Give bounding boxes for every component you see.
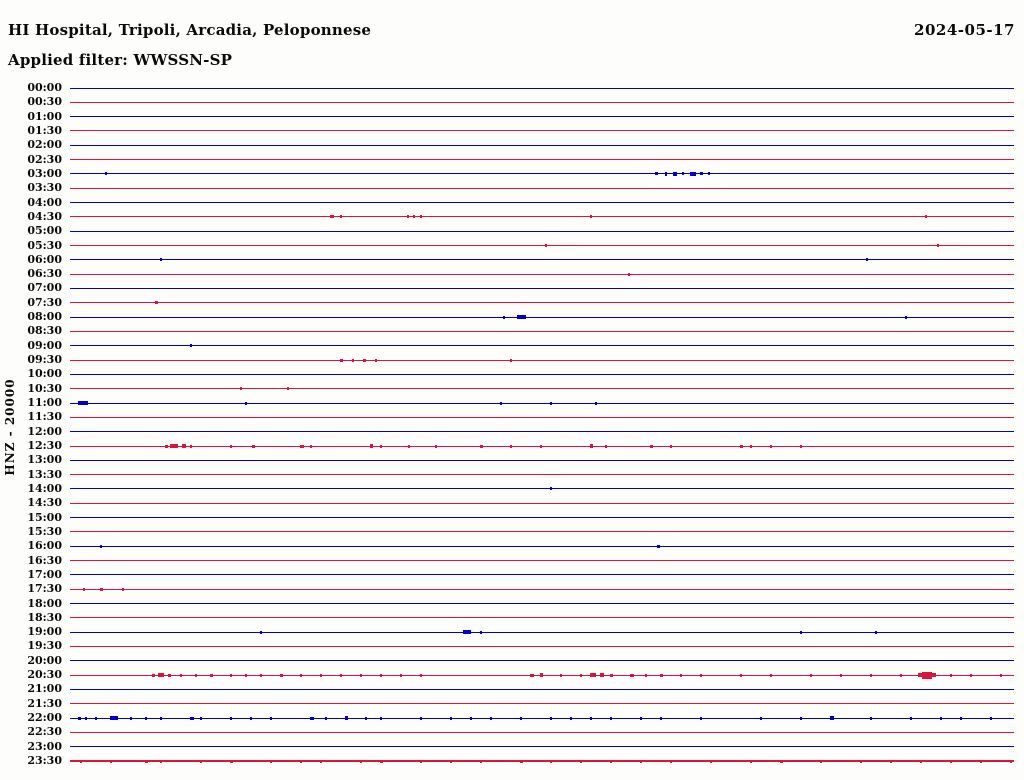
seismogram-trace [70, 173, 1014, 174]
seismogram-trace [70, 317, 1014, 318]
seismogram-trace [70, 302, 1014, 303]
time-label: 15:30 [27, 524, 62, 538]
seismic-event-spike [740, 674, 742, 677]
seismic-event-spike [145, 717, 147, 720]
seismic-event-spike [165, 445, 168, 448]
seismic-event-spike [260, 631, 262, 634]
seismogram-trace [70, 446, 1014, 447]
seismic-event-spike [870, 717, 872, 720]
seismic-event-spike [152, 674, 155, 677]
seismic-event-spike [240, 387, 242, 390]
time-label: 04:00 [27, 195, 62, 209]
seismic-event-spike [610, 674, 613, 677]
time-label: 12:30 [27, 439, 62, 452]
seismogram-trace [70, 88, 1014, 89]
seismic-event-spike [80, 760, 82, 763]
seismogram-trace [70, 617, 1014, 618]
seismic-event-spike [900, 674, 902, 677]
seismogram-trace [70, 216, 1014, 217]
seismic-event-spike [83, 588, 85, 591]
time-label: 17:30 [27, 582, 62, 596]
seismic-event-spike [628, 273, 630, 276]
seismic-event-spike [252, 445, 255, 448]
seismic-event-spike [320, 760, 322, 763]
seismic-event-spike [380, 760, 383, 763]
time-label: 03:00 [27, 166, 62, 180]
seismogram-trace [70, 274, 1014, 275]
seismic-event-spike [260, 674, 262, 677]
seismic-event-spike [450, 717, 452, 720]
time-label: 05:00 [27, 224, 62, 238]
seismic-event-spike [450, 760, 452, 763]
seismic-event-spike [100, 545, 102, 548]
seismic-event-spike [1010, 760, 1012, 763]
seismic-event-spike [380, 717, 382, 720]
time-label: 11:30 [27, 410, 62, 424]
seismic-event-spike [517, 315, 526, 319]
seismic-event-spike [352, 359, 354, 362]
seismic-event-spike [660, 717, 662, 720]
seismogram-trace [70, 746, 1014, 747]
seismic-event-spike [922, 672, 932, 679]
applied-filter-label: Applied filter: WWSSN-SP [8, 51, 233, 69]
seismic-event-spike [200, 760, 202, 763]
seismic-event-spike [320, 674, 322, 677]
seismogram-trace [70, 202, 1014, 203]
seismic-event-spike [300, 760, 302, 763]
seismic-event-spike [910, 717, 912, 720]
seismic-event-spike [380, 674, 382, 677]
seismic-event-spike [230, 760, 233, 763]
time-label: 07:30 [27, 295, 62, 309]
seismic-event-spike [670, 760, 672, 763]
seismogram-trace [70, 417, 1014, 418]
seismic-event-spike [830, 716, 834, 720]
seismic-event-spike [325, 717, 327, 720]
seismic-event-spike [640, 717, 642, 720]
seismogram-trace [70, 574, 1014, 575]
seismogram-trace [70, 703, 1014, 704]
time-label: 17:00 [27, 567, 62, 581]
seismic-event-spike [580, 674, 582, 677]
seismic-event-spike [657, 545, 660, 548]
seismic-event-spike [520, 717, 522, 720]
seismic-event-spike [590, 673, 596, 677]
seismogram-trace [70, 675, 1014, 676]
seismic-event-spike [110, 760, 112, 763]
time-label: 10:00 [27, 367, 62, 381]
seismic-event-spike [680, 674, 682, 677]
seismic-event-spike [550, 760, 552, 763]
seismic-event-spike [760, 717, 762, 720]
seismic-event-spike [95, 717, 97, 720]
seismic-event-spike [182, 444, 186, 448]
seismic-event-spike [590, 444, 593, 448]
seismic-event-spike [708, 172, 710, 175]
seismogram-trace [70, 732, 1014, 733]
seismic-event-spike [630, 674, 634, 677]
seismic-event-spike [340, 359, 343, 362]
seismogram-trace [70, 560, 1014, 561]
seismogram-trace [70, 345, 1014, 346]
time-label: 06:30 [27, 267, 62, 281]
seismic-event-spike [540, 445, 542, 448]
time-label: 09:00 [27, 338, 62, 352]
time-label: 08:30 [27, 324, 62, 338]
seismic-event-spike [300, 674, 302, 677]
seismogram-trace [70, 646, 1014, 647]
seismic-event-spike [195, 674, 197, 677]
seismic-event-spike [380, 445, 382, 448]
seismic-event-spike [645, 674, 647, 677]
seismic-event-spike [85, 717, 87, 720]
seismic-event-spike [168, 674, 171, 677]
seismic-event-spike [770, 445, 772, 448]
seismic-event-spike [650, 445, 653, 448]
time-label: 06:00 [27, 252, 62, 266]
seismic-event-spike [360, 674, 362, 677]
seismic-event-spike [365, 717, 367, 720]
seismic-event-spike [700, 717, 702, 720]
time-label: 19:00 [27, 625, 62, 639]
seismic-event-spike [230, 717, 232, 720]
seismic-event-spike [590, 717, 592, 720]
seismic-event-spike [463, 630, 471, 634]
time-label: 16:30 [27, 553, 62, 567]
seismic-event-spike [413, 215, 415, 218]
seismic-event-spike [970, 674, 972, 677]
seismic-event-spike [345, 716, 348, 720]
seismic-event-spike [550, 487, 552, 490]
time-label: 14:00 [27, 481, 62, 495]
seismogram-trace [70, 388, 1014, 389]
seismic-event-spike [980, 760, 982, 763]
seismic-event-spike [700, 674, 702, 677]
seismic-event-spike [300, 445, 304, 448]
seismic-event-spike [540, 673, 543, 677]
seismic-event-spike [340, 215, 342, 218]
seismic-event-spike [750, 445, 752, 448]
seismic-event-spike [570, 717, 572, 720]
seismic-event-spike [800, 445, 802, 448]
seismic-event-spike [480, 760, 482, 763]
seismic-event-spike [363, 359, 366, 362]
time-label: 18:30 [27, 610, 62, 624]
seismic-event-spike [510, 445, 512, 448]
seismic-event-spike [287, 387, 289, 390]
seismic-event-spike [420, 674, 422, 677]
seismic-event-spike [810, 674, 812, 677]
time-label: 09:30 [27, 353, 62, 367]
seismogram-trace [70, 503, 1014, 504]
seismogram-trace [70, 130, 1014, 131]
seismic-event-spike [655, 172, 658, 175]
seismic-event-spike [875, 631, 877, 634]
seismogram-trace [70, 546, 1014, 547]
time-label: 04:30 [27, 209, 62, 223]
seismic-event-spike [940, 717, 942, 720]
seismic-event-spike [270, 717, 272, 720]
time-label: 20:00 [27, 653, 62, 667]
seismic-event-spike [408, 445, 410, 448]
time-label: 14:30 [27, 496, 62, 510]
seismogram-trace [70, 531, 1014, 532]
seismic-event-spike [690, 172, 696, 176]
time-label: 13:00 [27, 453, 62, 467]
time-label: 05:30 [27, 238, 62, 252]
seismic-event-spike [840, 674, 842, 677]
time-label: 07:00 [27, 281, 62, 295]
seismogram-trace [70, 159, 1014, 160]
seismogram-trace [70, 145, 1014, 146]
time-label: 00:30 [27, 95, 62, 109]
seismic-event-spike [580, 760, 582, 763]
seismic-event-spike [710, 760, 712, 763]
seismic-event-spike [190, 344, 192, 347]
seismic-event-spike [1000, 674, 1002, 677]
time-label: 11:00 [27, 396, 62, 410]
seismic-event-spike [890, 760, 892, 763]
seismic-event-spike [122, 588, 124, 591]
seismic-event-spike [905, 316, 907, 319]
seismic-event-spike [950, 760, 952, 763]
seismogram-trace [70, 488, 1014, 489]
time-label: 19:30 [27, 639, 62, 653]
seismic-event-spike [870, 674, 872, 677]
seismic-event-spike [160, 717, 162, 720]
seismogram-trace [70, 460, 1014, 461]
seismic-event-spike [820, 760, 822, 763]
seismic-event-spike [78, 717, 81, 720]
seismic-event-spike [370, 444, 373, 448]
time-label: 18:00 [27, 596, 62, 610]
seismic-event-spike [550, 402, 552, 405]
seismogram-trace [70, 188, 1014, 189]
seismic-event-spike [480, 445, 483, 448]
seismogram-trace [70, 760, 1014, 762]
seismogram-trace [70, 689, 1014, 690]
time-label: 21:30 [27, 696, 62, 710]
seismogram-trace [70, 589, 1014, 590]
seismic-event-spike [420, 215, 422, 218]
seismic-event-spike [660, 674, 663, 677]
seismogram-trace [70, 245, 1014, 246]
seismic-event-spike [420, 760, 422, 763]
seismic-event-spike [520, 760, 523, 763]
seismic-event-spike [145, 760, 148, 763]
seismic-event-spike [280, 674, 283, 677]
time-label: 00:00 [27, 81, 62, 94]
time-label: 08:00 [27, 310, 62, 324]
seismic-event-spike [780, 760, 783, 763]
seismic-event-spike [670, 445, 672, 448]
time-label: 15:00 [27, 510, 62, 524]
time-label: 03:30 [27, 181, 62, 195]
seismic-event-spike [210, 674, 213, 677]
seismogram-trace [70, 517, 1014, 518]
seismic-event-spike [550, 717, 552, 720]
seismic-event-spike [100, 588, 103, 591]
plot-date: 2024-05-17 [914, 21, 1015, 39]
seismic-event-spike [800, 717, 802, 720]
seismic-event-spike [700, 172, 703, 175]
seismic-event-spike [360, 760, 362, 763]
seismic-event-spike [860, 760, 862, 763]
seismogram-trace [70, 231, 1014, 232]
seismic-event-spike [470, 717, 472, 720]
seismic-event-spike [750, 760, 752, 763]
seismic-event-spike [190, 445, 192, 448]
seismic-event-spike [673, 172, 677, 176]
seismic-event-spike [310, 445, 312, 448]
seismic-event-spike [590, 215, 592, 218]
seismic-event-spike [250, 717, 252, 720]
time-label: 01:00 [27, 109, 62, 123]
seismic-event-spike [110, 716, 118, 720]
seismic-event-spike [130, 717, 132, 720]
time-label: 01:30 [27, 123, 62, 137]
channel-scale-label: HNZ - 20000 [3, 378, 17, 476]
seismic-event-spike [610, 717, 612, 720]
seismic-event-spike [937, 244, 939, 247]
seismic-event-spike [932, 673, 936, 677]
time-label: 12:00 [27, 424, 62, 438]
seismic-event-spike [200, 717, 202, 720]
seismic-event-spike [640, 760, 642, 763]
seismic-event-spike [920, 760, 922, 763]
seismic-event-spike [180, 674, 182, 677]
seismogram-trace [70, 403, 1014, 404]
seismic-event-spike [500, 402, 502, 405]
time-label: 22:00 [27, 711, 62, 725]
seismogram-trace [70, 331, 1014, 332]
seismic-event-spike [310, 717, 314, 720]
seismic-event-spike [340, 674, 342, 677]
time-label: 02:30 [27, 152, 62, 166]
seismic-event-spike [435, 445, 437, 448]
seismogram-trace [70, 431, 1014, 432]
seismic-event-spike [770, 674, 772, 677]
seismic-event-spike [740, 445, 743, 448]
time-label: 22:30 [27, 725, 62, 739]
seismic-event-spike [158, 673, 164, 677]
seismogram-trace [70, 603, 1014, 604]
time-label: 23:00 [27, 739, 62, 753]
station-title: HI Hospital, Tripoli, Arcadia, Peloponnese [8, 21, 372, 39]
seismic-event-spike [160, 760, 162, 763]
seismic-event-spike [682, 172, 684, 175]
seismic-event-spike [600, 673, 604, 677]
seismic-event-spike [160, 258, 162, 261]
seismic-event-spike [800, 631, 802, 634]
seismic-event-spike [595, 402, 597, 405]
seismogram-trace [70, 360, 1014, 361]
seismogram-trace [70, 259, 1014, 260]
seismic-event-spike [407, 215, 409, 218]
seismic-event-spike [78, 401, 88, 405]
seismogram-trace [70, 102, 1014, 103]
seismogram-trace [70, 288, 1014, 289]
seismic-event-spike [545, 244, 547, 247]
seismogram-trace [70, 116, 1014, 117]
seismic-event-spike [105, 172, 107, 175]
seismic-event-spike [170, 444, 178, 448]
seismic-event-spike [155, 301, 158, 304]
seismic-event-spike [420, 717, 422, 720]
time-label: 20:30 [27, 668, 62, 682]
seismic-event-spike [230, 445, 232, 448]
seismic-event-spike [960, 717, 962, 720]
seismogram-trace [70, 632, 1014, 633]
time-label: 21:00 [27, 682, 62, 696]
seismogram-trace [70, 660, 1014, 661]
seismic-event-spike [270, 760, 272, 763]
time-label: 02:00 [27, 138, 62, 152]
seismic-event-spike [245, 674, 247, 677]
seismic-event-spike [190, 717, 194, 720]
seismic-event-spike [610, 760, 612, 763]
seismic-event-spike [510, 359, 512, 362]
seismic-event-spike [925, 215, 927, 218]
seismic-event-spike [560, 674, 562, 677]
seismic-event-spike [375, 359, 377, 362]
seismic-event-spike [665, 172, 667, 176]
seismogram-trace [70, 374, 1014, 375]
seismic-event-spike [330, 215, 334, 218]
time-label: 23:30 [27, 754, 62, 768]
seismic-event-spike [480, 631, 482, 634]
time-label: 16:00 [27, 539, 62, 553]
seismic-event-spike [950, 674, 952, 677]
seismic-event-spike [490, 717, 492, 720]
seismic-event-spike [400, 674, 402, 677]
seismic-event-spike [530, 674, 534, 677]
seismogram-trace [70, 474, 1014, 475]
seismic-event-spike [990, 717, 992, 720]
seismogram-trace [70, 718, 1014, 719]
seismic-event-spike [503, 316, 505, 319]
time-label: 13:30 [27, 467, 62, 481]
seismic-event-spike [605, 445, 607, 448]
seismic-event-spike [230, 674, 232, 677]
seismic-event-spike [245, 402, 247, 405]
seismic-event-spike [866, 258, 868, 261]
time-label: 10:30 [27, 381, 62, 395]
